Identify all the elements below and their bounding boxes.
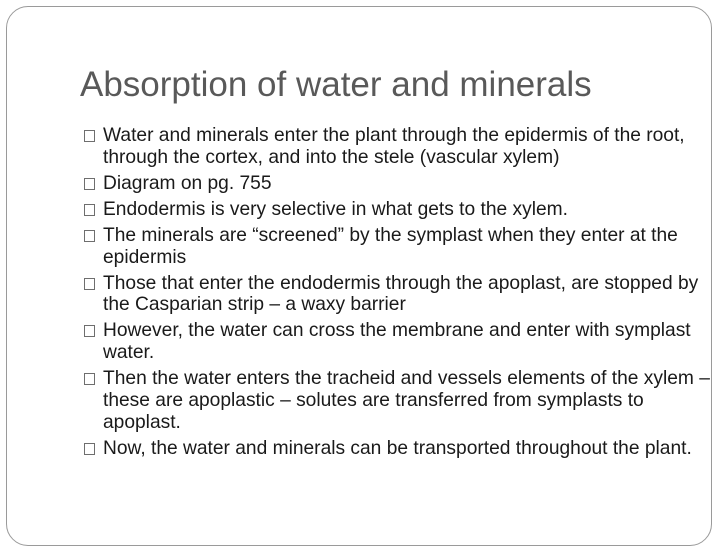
bullet-text: However, the water can cross the membrane and enter with symplast water. <box>103 320 691 364</box>
box-outline-icon <box>84 130 95 142</box>
bullet-text: The minerals are “screened” by the symplast when they enter at the epidermis <box>103 224 678 268</box>
box-outline-icon <box>84 373 95 385</box>
bullet-text: Endodermis is very selective in what gets to the xylem. <box>103 198 568 220</box>
bullet-text: Diagram on pg. 755 <box>103 172 272 194</box>
slide-frame <box>6 6 712 546</box>
box-outline-icon <box>84 204 95 216</box>
box-outline-icon <box>84 325 95 337</box>
bullet-list <box>85 125 710 464</box>
box-outline-icon <box>84 230 95 242</box>
bullet-item <box>85 320 710 364</box>
box-outline-icon <box>84 278 95 290</box>
bullet-item <box>85 125 710 169</box>
bullet-text: Water and minerals enter the plant through the epidermis of the root, through the cortex, and into the stele (vascular xylem) <box>103 125 685 168</box>
bullet-text: Then the water enters the tracheid and vessels elements of the xylem – these are apoplastic – solutes are transferred from symplasts to apoplast. <box>103 368 710 433</box>
bullet-item <box>85 438 710 460</box>
bullet-item <box>85 368 710 433</box>
box-outline-icon <box>84 178 95 190</box>
bullet-item <box>85 173 710 195</box>
bullet-text: Now, the water and minerals can be transported throughout the plant. <box>103 437 692 459</box>
slide-title: Absorption of water and minerals <box>80 65 592 104</box>
bullet-item <box>85 273 710 317</box>
bullet-text: Those that enter the endodermis through the apoplast, are stopped by the Casparian strip – a waxy barrier <box>103 272 699 316</box>
bullet-item <box>85 199 710 221</box>
box-outline-icon <box>84 443 95 455</box>
bullet-item <box>85 225 710 269</box>
